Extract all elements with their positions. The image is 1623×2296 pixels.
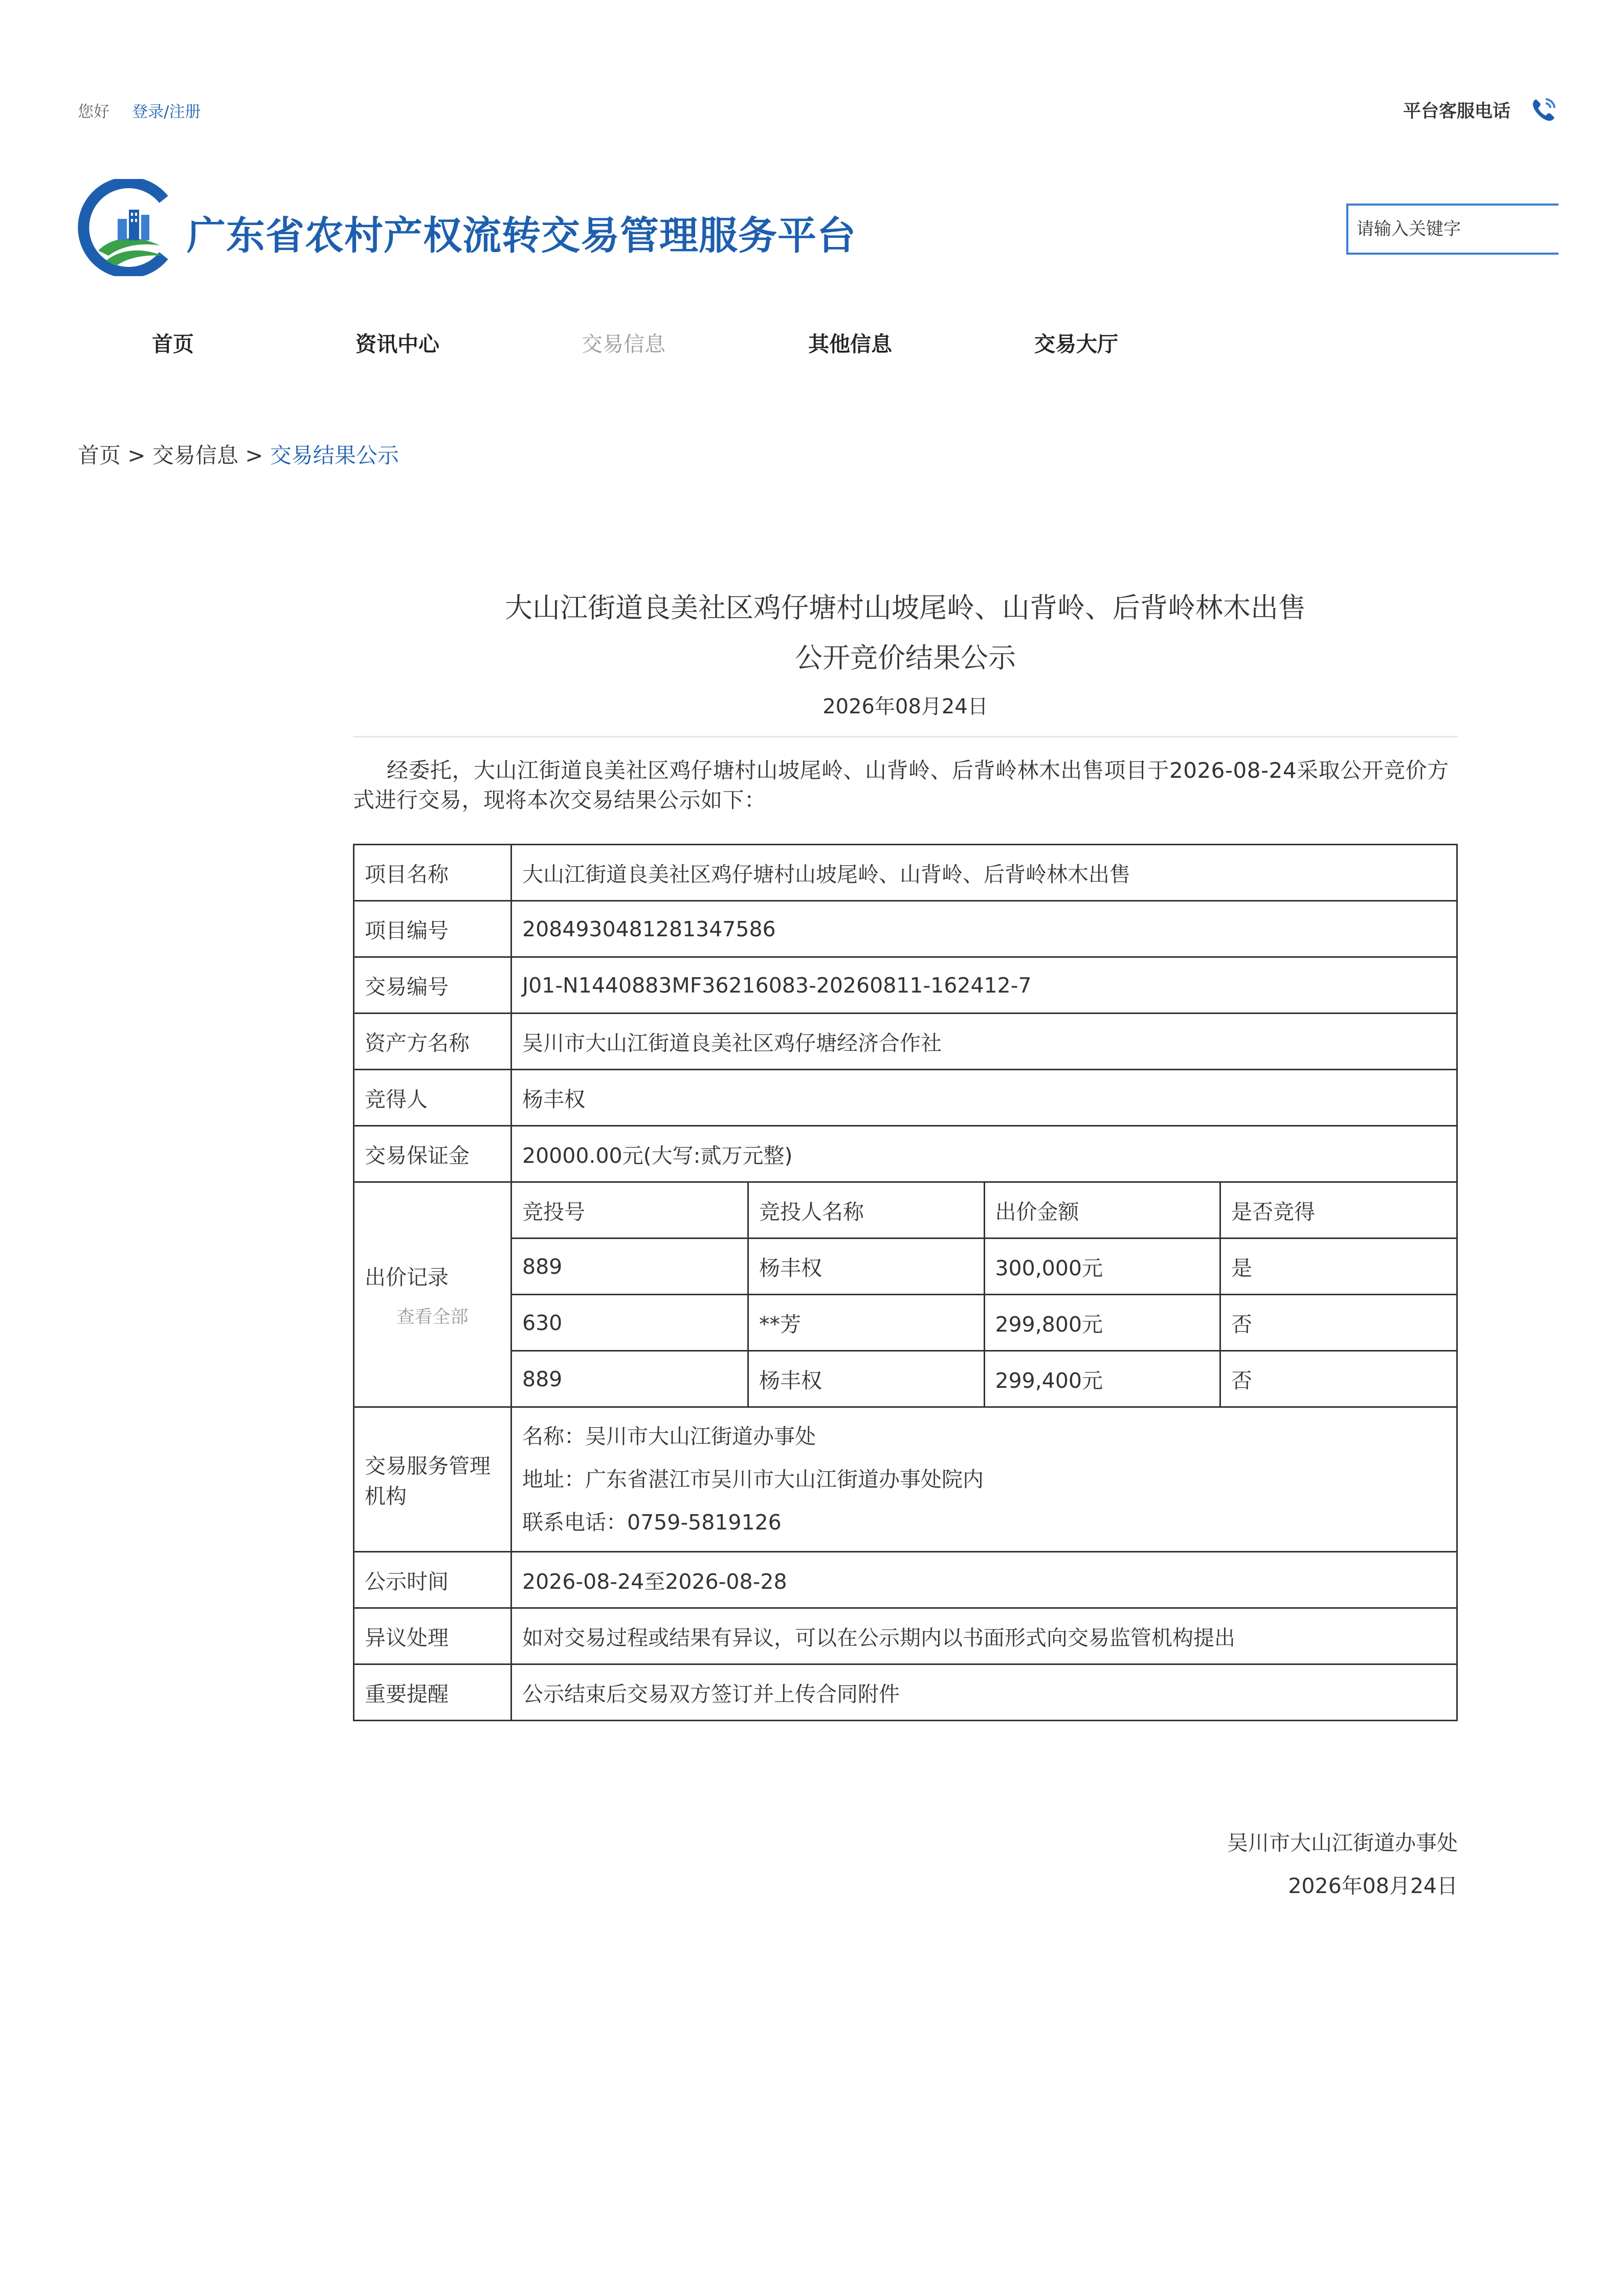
title-line-1: 大山江街道良美社区鸡仔塘村山坡尾岭、山背岭、后背岭林木出售 xyxy=(505,592,1306,624)
bid-records-cell xyxy=(354,1182,512,1407)
signature-date: 2026年08月24日 xyxy=(1288,1874,1458,1898)
login-register-link[interactable]: 登录/注册 xyxy=(132,102,201,121)
table-row xyxy=(354,1070,1457,1126)
bid-amount: 300,000元 xyxy=(984,1239,1220,1295)
row-value: 吴川市大山江街道良美社区鸡仔塘经济合作社 xyxy=(512,1014,1457,1070)
bid-bidder: **芳 xyxy=(748,1295,985,1351)
bid-number: 889 xyxy=(512,1351,748,1407)
bid-header-bidder: 竞投人名称 xyxy=(748,1183,985,1239)
main-nav xyxy=(78,327,1305,363)
table-row xyxy=(354,957,1457,1014)
hotline xyxy=(1403,95,1559,125)
row-value: 公示结束后交易双方签订并上传合同附件 xyxy=(512,1664,1457,1721)
row-value: 大山江街道良美社区鸡仔塘村山坡尾岭、山背岭、后背岭林木出售 xyxy=(512,845,1457,901)
hotline-label: 平台客服电话 xyxy=(1403,101,1510,122)
site-title: 广东省农村产权流转交易管理服务平台 xyxy=(187,213,856,258)
row-label: 竞得人 xyxy=(354,1070,512,1126)
row-label: 重要提醒 xyxy=(354,1664,512,1721)
row-label: 交易保证金 xyxy=(354,1126,512,1182)
row-value: J01-N1440883MF36216083-20260811-162412-7 xyxy=(512,957,1457,1014)
search-box[interactable] xyxy=(1346,204,1559,255)
breadcrumb xyxy=(78,439,399,469)
result-table xyxy=(353,844,1458,1721)
bid-bidder: 杨丰权 xyxy=(748,1351,985,1407)
view-all-link[interactable]: 查看全部 xyxy=(396,1307,469,1327)
row-value: 2084930481281347586 xyxy=(512,901,1457,957)
bid-amount: 299,800元 xyxy=(984,1295,1220,1351)
bid-won: 是 xyxy=(1220,1239,1457,1295)
row-value: 如对交易过程或结果有异议，可以在公示期内以书面形式向交易监管机构提出 xyxy=(512,1608,1457,1664)
table-row xyxy=(354,1608,1457,1664)
table-row xyxy=(354,1664,1457,1721)
table-row xyxy=(354,1552,1457,1608)
breadcrumb-separator: > xyxy=(121,443,152,468)
bid-number: 630 xyxy=(512,1295,748,1351)
greeting-text: 您好 xyxy=(78,102,109,121)
table-row xyxy=(354,901,1457,957)
table-row xyxy=(354,1014,1457,1070)
bid-bidder: 杨丰权 xyxy=(748,1239,985,1295)
nav-news-center[interactable]: 资讯中心 xyxy=(355,332,439,356)
nav-trading-hall[interactable]: 交易大厅 xyxy=(1034,332,1118,356)
bid-row xyxy=(512,1295,1456,1351)
org-details xyxy=(512,1407,1457,1552)
search-input[interactable] xyxy=(1357,219,1551,239)
breadcrumb-separator: > xyxy=(238,443,270,468)
row-value: 杨丰权 xyxy=(512,1070,1457,1126)
announcement-date: 2026年08月24日 xyxy=(822,695,988,718)
row-label: 项目名称 xyxy=(354,845,512,901)
bid-records-container xyxy=(512,1182,1457,1407)
signature-org: 吴川市大山江街道办事处 xyxy=(1227,1831,1458,1855)
bid-number: 889 xyxy=(512,1239,748,1295)
row-label: 项目编号 xyxy=(354,901,512,957)
bid-records-label: 出价记录 xyxy=(365,1265,449,1290)
top-bar xyxy=(78,97,1559,123)
site-logo[interactable] xyxy=(78,179,175,276)
bid-amount: 299,400元 xyxy=(984,1351,1220,1407)
phone-icon xyxy=(1529,95,1559,125)
bid-row xyxy=(512,1351,1456,1407)
row-label: 交易编号 xyxy=(354,957,512,1014)
bid-header-number: 竞投号 xyxy=(512,1183,748,1239)
bid-header-amount: 出价金额 xyxy=(984,1183,1220,1239)
breadcrumb-home[interactable]: 首页 xyxy=(78,443,121,468)
bid-header-row xyxy=(512,1183,1456,1239)
row-label: 资产方名称 xyxy=(354,1014,512,1070)
nav-trade-info[interactable]: 交易信息 xyxy=(582,332,665,356)
bid-records-table xyxy=(512,1183,1456,1406)
nav-home[interactable]: 首页 xyxy=(152,332,194,356)
bid-row xyxy=(512,1239,1456,1295)
row-label: 异议处理 xyxy=(354,1608,512,1664)
site-header xyxy=(78,179,1559,281)
breadcrumb-trade-info[interactable]: 交易信息 xyxy=(152,443,238,468)
org-row xyxy=(354,1407,1457,1552)
announcement-title xyxy=(353,583,1458,683)
bid-records-row xyxy=(354,1182,1457,1407)
table-row xyxy=(354,1126,1457,1182)
nav-other-info[interactable]: 其他信息 xyxy=(808,332,892,356)
row-value: 20000.00元(大写:贰万元整) xyxy=(512,1126,1457,1182)
breadcrumb-current[interactable]: 交易结果公示 xyxy=(270,443,399,468)
title-line-2: 公开竞价结果公示 xyxy=(795,642,1016,674)
row-label: 公示时间 xyxy=(354,1552,512,1608)
table-row xyxy=(354,845,1457,901)
bid-won: 否 xyxy=(1220,1351,1457,1407)
org-label: 交易服务管理机构 xyxy=(354,1407,512,1552)
divider xyxy=(353,736,1458,737)
announcement xyxy=(353,583,1458,1721)
bid-won: 否 xyxy=(1220,1295,1457,1351)
row-value: 2026-08-24至2026-08-28 xyxy=(512,1552,1457,1608)
org-phone: 联系电话：0759-5819126 xyxy=(522,1510,782,1535)
announcement-intro: 经委托，大山江街道良美社区鸡仔塘村山坡尾岭、山背岭、后背岭林木出售项目于2026-08-24采取公开竞价方式进行交易，现将本次交易结果公示如下： xyxy=(353,758,1449,813)
signature-block xyxy=(1227,1821,1458,1907)
bid-header-won: 是否竞得 xyxy=(1220,1183,1457,1239)
org-address: 地址：广东省湛江市吴川市大山江街道办事处院内 xyxy=(522,1467,984,1492)
org-name: 名称：吴川市大山江街道办事处 xyxy=(522,1424,816,1449)
